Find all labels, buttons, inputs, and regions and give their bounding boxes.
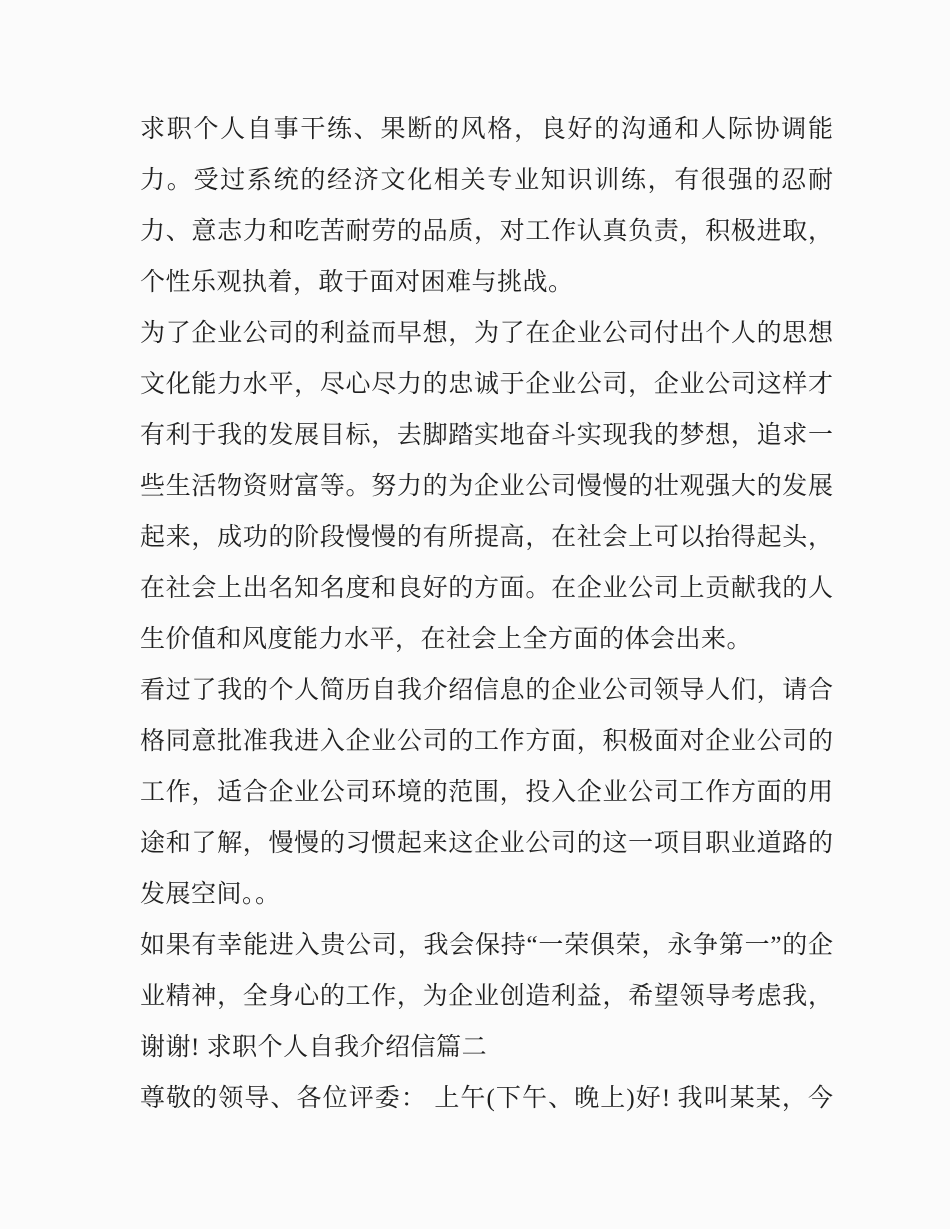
text-line: 尊敬的领导、各位评委： 上午(下午、晚上)好! 我叫某某，今 bbox=[140, 1085, 833, 1112]
text-line: 有利于我的发展目标，去脚踏实地奋斗实现我的梦想，追求一 bbox=[140, 422, 833, 449]
text-line: 如果有幸能进入贵公司，我会保持“一荣俱荣，永争第一”的企 bbox=[140, 932, 833, 959]
paragraph bbox=[140, 1073, 833, 1124]
document-text-block bbox=[140, 104, 833, 1124]
paragraph bbox=[140, 308, 833, 665]
text-line: 为了企业公司的利益而早想，为了在企业公司付出个人的思想 bbox=[140, 320, 833, 347]
text-line: 求职个人自事干练、果断的风格，良好的沟通和人际协调能 bbox=[140, 116, 833, 143]
text-line: 格同意批准我进入企业公司的工作方面，积极面对企业公司的 bbox=[140, 728, 833, 755]
text-line: 力。受过系统的经济文化相关专业知识训练，有很强的忍耐 bbox=[140, 167, 833, 194]
text-line: 起来，成功的阶段慢慢的有所提高，在社会上可以抬得起头， bbox=[140, 524, 833, 551]
paragraph bbox=[140, 665, 833, 920]
text-line: 个性乐观执着，敢于面对困难与挑战。 bbox=[140, 269, 574, 296]
text-line: 途和了解，慢慢的习惯起来这企业公司的这一项目职业道路的 bbox=[140, 830, 833, 857]
text-line: 谢谢! 求职个人自我介绍信篇二 bbox=[140, 1034, 488, 1061]
text-line: 工作，适合企业公司环境的范围，投入企业公司工作方面的用 bbox=[140, 779, 833, 806]
text-line: 生价值和风度能力水平，在社会上全方面的体会出来。 bbox=[140, 626, 753, 653]
text-line: 些生活物资财富等。努力的为企业公司慢慢的壮观强大的发展 bbox=[140, 473, 833, 500]
paragraph bbox=[140, 104, 833, 308]
text-line: 在社会上出名知名度和良好的方面。在企业公司上贡献我的人 bbox=[140, 575, 833, 602]
text-line: 文化能力水平，尽心尽力的忠诚于企业公司，企业公司这样才 bbox=[140, 371, 833, 398]
text-line: 力、意志力和吃苦耐劳的品质，对工作认真负责，积极进取， bbox=[140, 218, 833, 245]
text-line: 看过了我的个人简历自我介绍信息的企业公司领导人们，请合 bbox=[140, 677, 833, 704]
text-line: 发展空间。。 bbox=[140, 881, 281, 908]
text-line: 业精神，全身心的工作，为企业创造利益，希望领导考虑我， bbox=[140, 983, 833, 1010]
paragraph bbox=[140, 920, 833, 1073]
